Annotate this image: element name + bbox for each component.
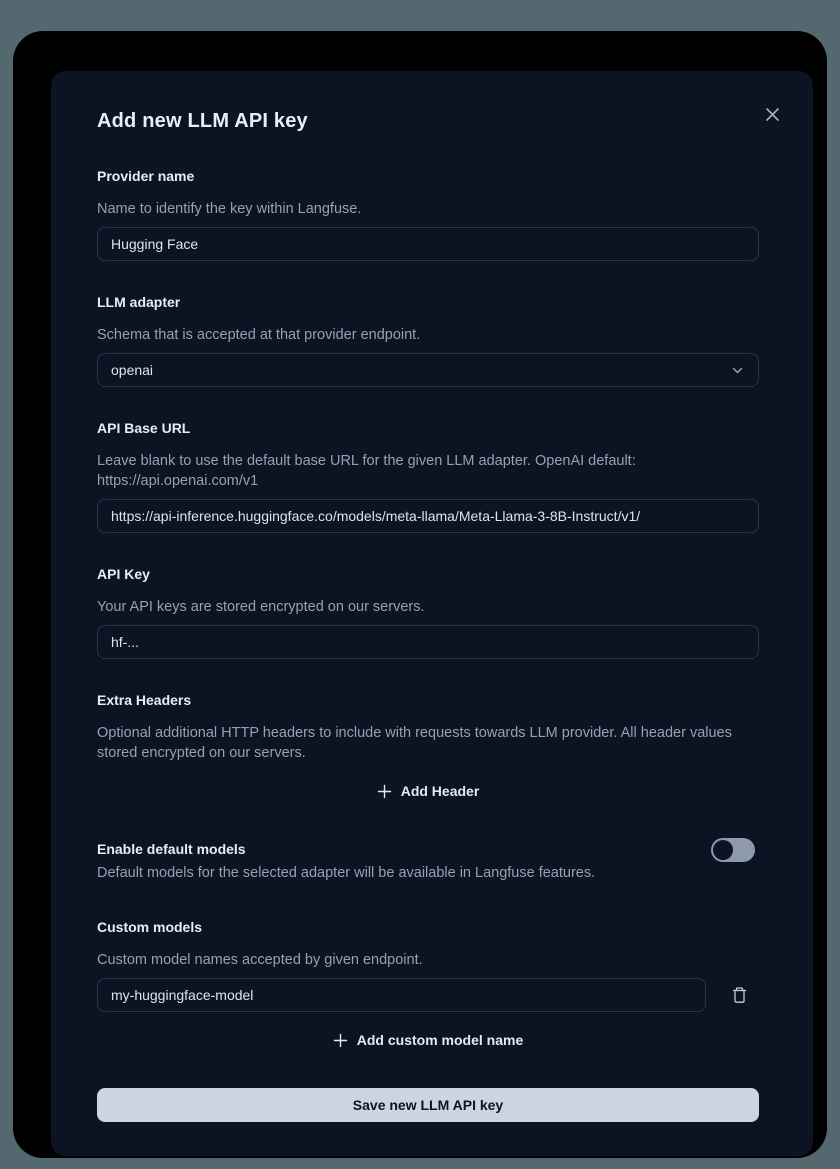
add-llm-api-key-dialog <box>51 71 813 1156</box>
extra-headers-label: Extra Headers <box>97 692 192 708</box>
extra-headers-description: Optional additional HTTP headers to include with requests towards LLM provider. All header values stored encrypted on our servers. <box>97 725 732 761</box>
api-base-url-label: API Base URL <box>97 420 191 436</box>
add-header-button[interactable] <box>97 777 759 805</box>
llm-adapter-description: Schema that is accepted at that provider endpoint. <box>97 327 421 343</box>
enable-default-models-toggle[interactable] <box>711 838 755 862</box>
dialog-shadow <box>13 31 827 1158</box>
custom-models-label: Custom models <box>97 919 203 935</box>
custom-model-row <box>97 978 759 1012</box>
close-button[interactable] <box>759 101 785 127</box>
custom-models-group <box>97 919 759 1054</box>
provider-name-label: Provider name <box>97 168 195 184</box>
add-header-button-label: Add Header <box>400 783 480 799</box>
toggle-knob <box>713 840 733 860</box>
close-icon <box>765 107 780 122</box>
custom-models-description: Custom model names accepted by given endpoint. <box>97 952 423 968</box>
api-key-label: API Key <box>97 566 150 582</box>
enable-default-models-group <box>97 841 759 883</box>
llm-adapter-label: LLM adapter <box>97 294 181 310</box>
enable-default-models-description: Default models for the selected adapter will be available in Langfuse features. <box>97 865 596 881</box>
llm-adapter-select[interactable] <box>97 353 759 387</box>
api-base-url-group <box>97 420 759 533</box>
api-base-url-description: Leave blank to use the default base URL for the given LLM adapter. OpenAI default: https://api.openai.com/v1 <box>97 453 636 489</box>
api-key-input[interactable] <box>97 625 759 659</box>
add-custom-model-button-label: Add custom model name <box>356 1032 524 1048</box>
add-custom-model-button[interactable] <box>97 1026 759 1054</box>
trash-icon <box>731 986 748 1004</box>
llm-adapter-group <box>97 294 759 387</box>
api-key-group <box>97 566 759 659</box>
custom-model-name-input[interactable] <box>97 978 706 1012</box>
provider-name-description: Name to identify the key within Langfuse. <box>97 201 362 217</box>
provider-name-input[interactable] <box>97 227 759 261</box>
llm-adapter-selected-value: openai <box>111 362 154 378</box>
api-base-url-input[interactable] <box>97 499 759 533</box>
provider-name-group <box>97 168 759 261</box>
api-key-description: Your API keys are stored encrypted on our servers. <box>97 599 425 615</box>
enable-default-models-label: Enable default models <box>97 841 246 857</box>
chevron-down-icon <box>730 363 745 378</box>
extra-headers-group <box>97 692 759 805</box>
save-llm-api-key-button[interactable]: Save new LLM API key <box>97 1088 759 1122</box>
plus-icon <box>377 784 392 799</box>
plus-icon <box>333 1033 348 1048</box>
delete-custom-model-button[interactable] <box>727 983 751 1007</box>
dialog-title: Add new LLM API key <box>97 110 308 132</box>
